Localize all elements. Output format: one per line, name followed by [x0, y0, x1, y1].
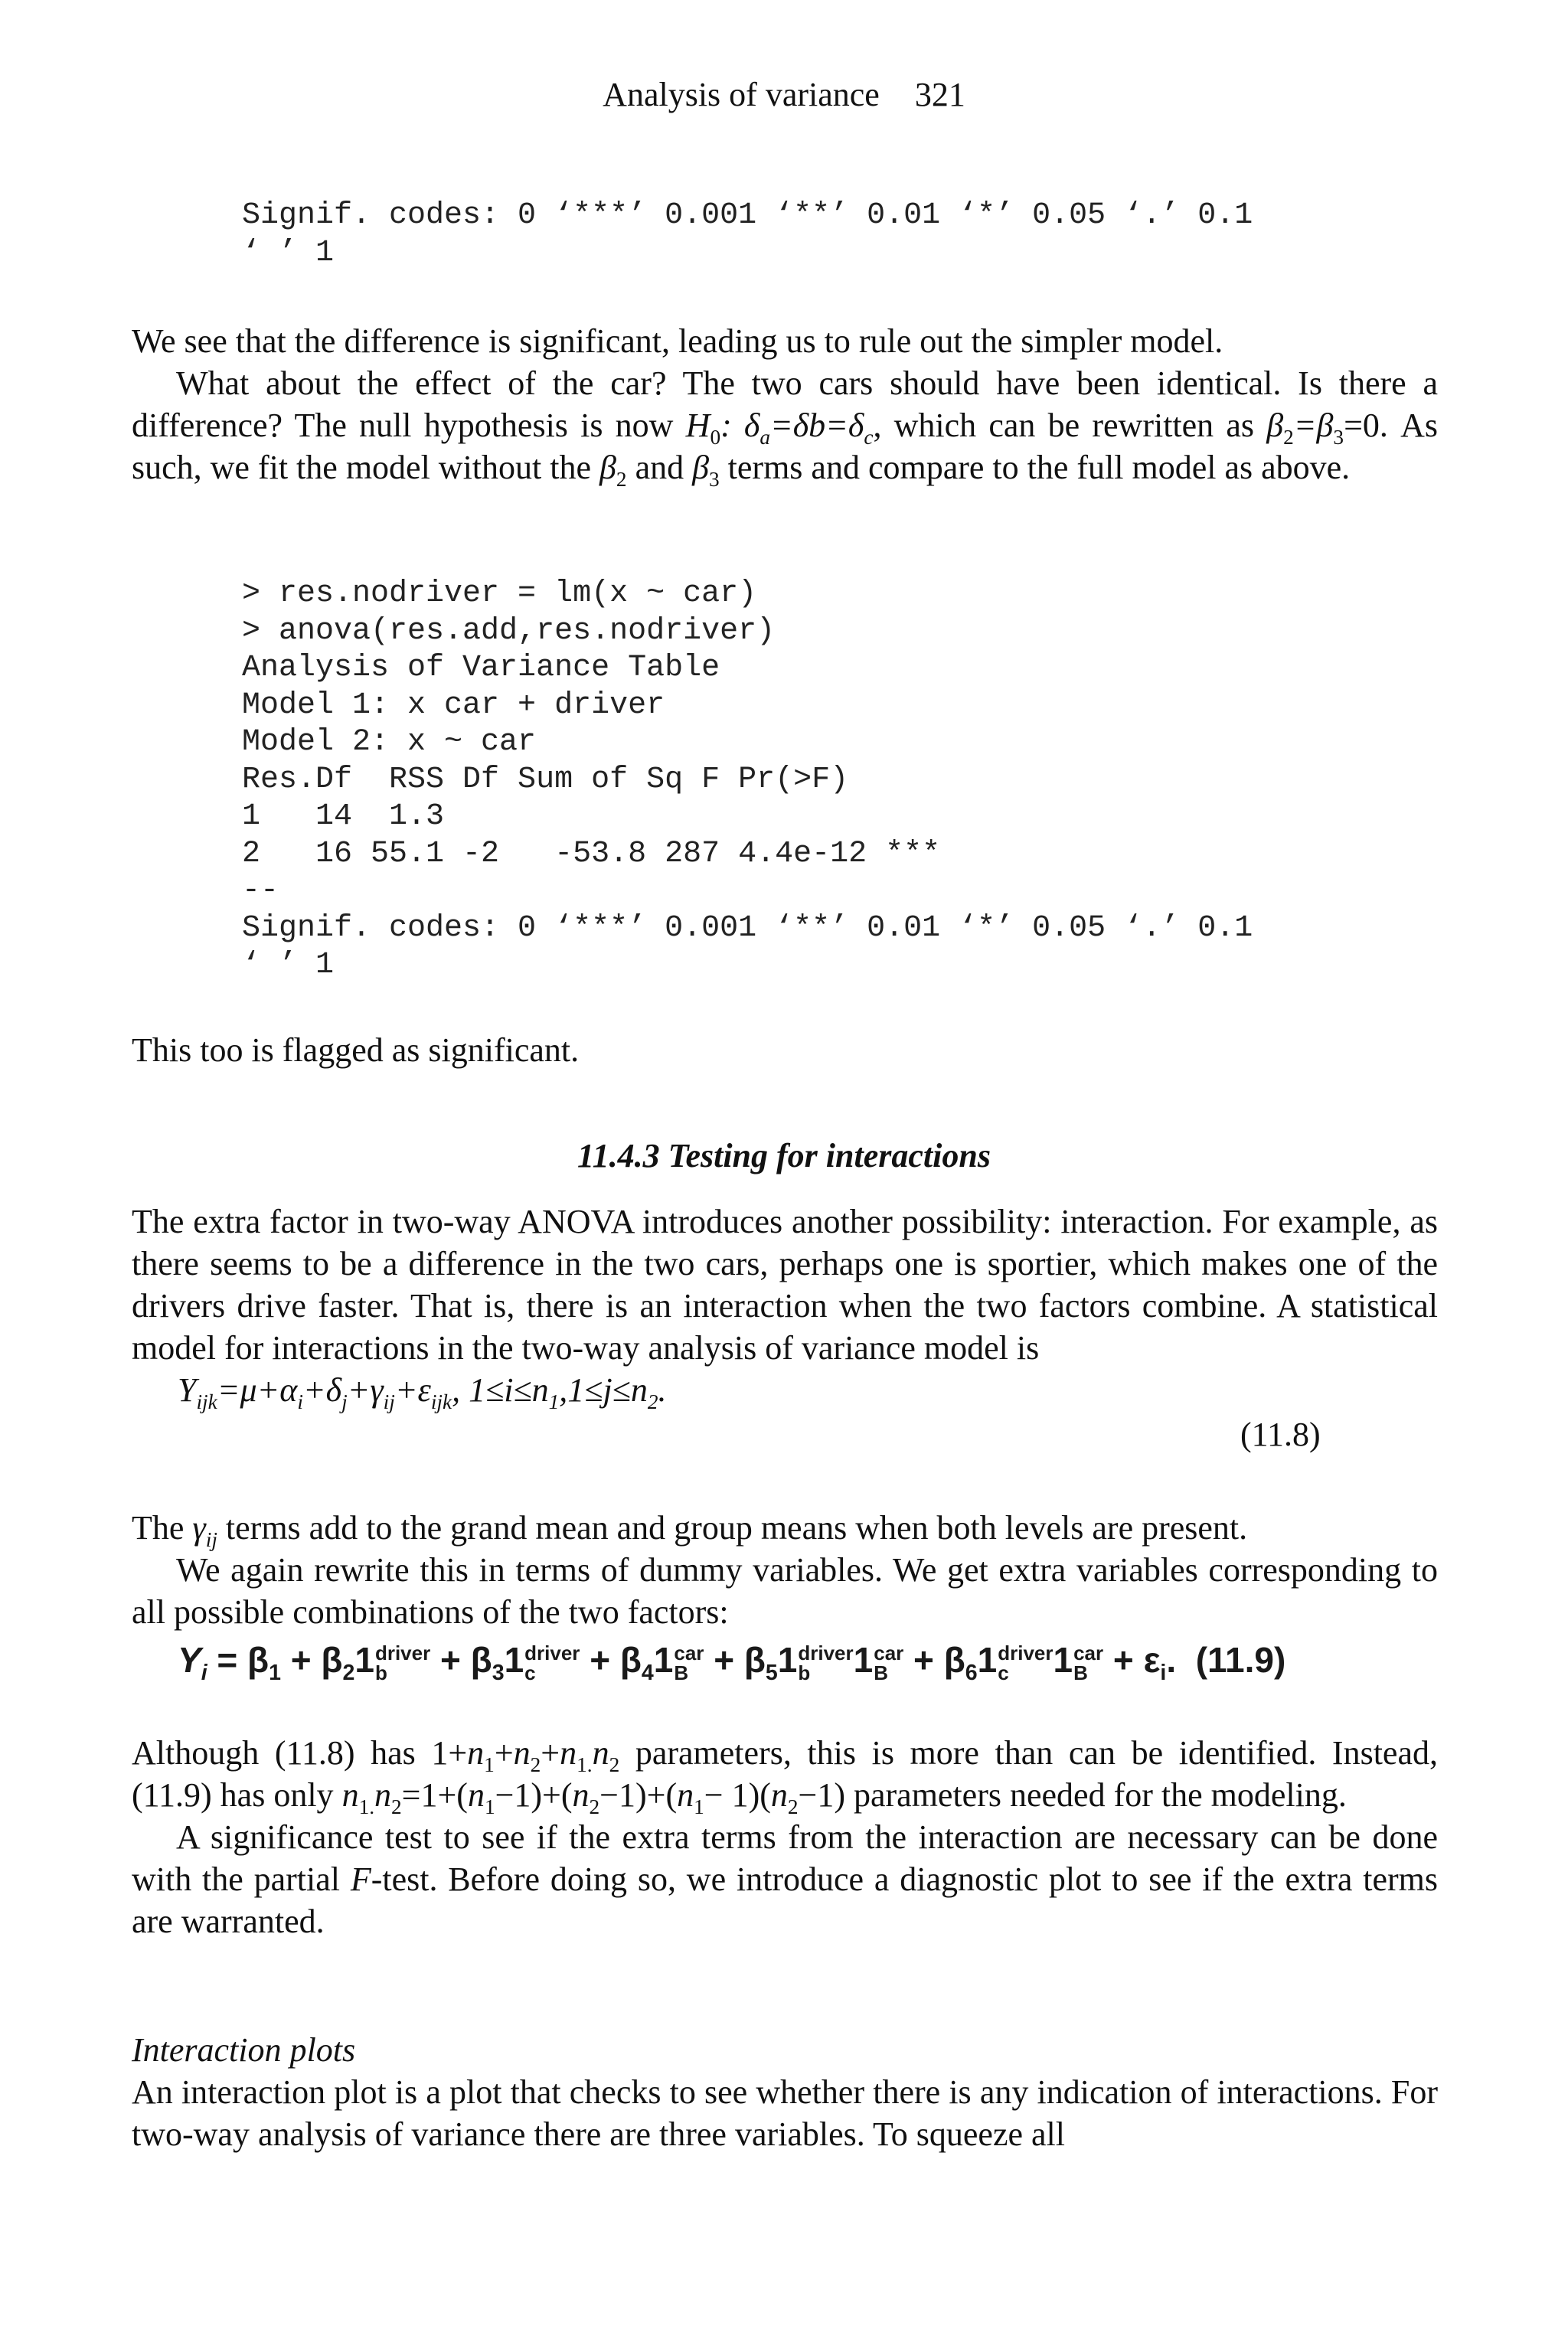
text-block-5 — [132, 1732, 1438, 1942]
code-line: Model 1: x car + driver — [242, 688, 665, 723]
code-line: ‘ ’ 1 — [242, 948, 335, 982]
subheading-interaction-plots: Interaction plots — [132, 2031, 356, 2069]
code-line: > res.nodriver = lm(x ~ car) — [242, 577, 757, 611]
running-title: Analysis of variance — [603, 76, 880, 113]
text-block-3 — [132, 1200, 1438, 1369]
code-line: Signif. codes: 0 ‘***’ 0.001 ‘**’ 0.01 ‘*’ 0.05 ‘.’ 0.1 — [242, 910, 1253, 946]
equation-11-9: $Y_i = \beta_1 + \beta_21$ driver b + $\beta_31$ driver c + $\beta_41$ car B + $\beta_51$ driver b 1 car B + $\beta_61$ driver c 1 car B + $\varepsilon_i$. (11.9) — [178, 1640, 1286, 1686]
paragraph-parameters: Although (11.8) has $1+n_1+n_2+n_{1.}n_2$ parameters, this is more than can be identified. Instead, (11.9) has only $n_{1.}n_2=1+(n_1-1)+(n_2-1)+(n_1- 1)(n_2-1)$ parameters needed for the modeling. — [132, 1734, 1438, 1818]
code-line: -- — [242, 874, 279, 908]
code-block-signif-codes — [242, 198, 1253, 272]
paragraph: We see that the difference is significant, leading us to rule out the simpler model. — [132, 322, 1223, 360]
section-heading: 11.4.3 Testing for interactions — [577, 1137, 991, 1174]
code-line: > anova(res.add,res.nodriver) — [242, 613, 776, 648]
paragraph-null-hypothesis-car: What about the effect of the car? The two cars should have been identical. Is there a difference? The null hypothesis is now $H_0$: $\delta_a=\delta b=\delta_c$, which can be rewritten as $\beta_2=\beta_3=0$. As such, we fit the model without the $\beta_2$ and $\beta_3$ terms and compare to the full model as above. — [132, 364, 1438, 491]
code-line: Res.Df RSS Df Sum of Sq F Pr(>F) — [242, 762, 849, 797]
code-line: 2 16 55.1 -2 -53.8 287 4.4e-12 *** — [242, 836, 941, 871]
text-block-2 — [132, 1029, 1438, 1071]
code-line: Model 2: x ~ car — [242, 725, 537, 760]
code-line: Analysis of Variance Table — [242, 651, 720, 685]
paragraph: This too is flagged as significant. — [132, 1031, 580, 1069]
paragraph-interaction-plot-intro: An interaction plot is a plot that checks to see whether there is any indication of interactions. For two-way analysis of variance there are three variables. To squeeze all — [132, 2073, 1438, 2153]
text-block-4 — [132, 1507, 1438, 1633]
equation-number-11-8: (11.8) — [1240, 1416, 1321, 1453]
paragraph-significance-test: A significance test to see if the extra terms from the interaction are necessary can be done with the partial F-test. Before doing so, we introduce a diagnostic plot to see if the extra terms are warranted. — [132, 1818, 1438, 1940]
paragraph-interaction-intro: The extra factor in two-way ANOVA introduces another possibility: interaction. For example, as there seems to be a difference in the two cars, perhaps one is sportier, which makes one of the drivers drive faster. That is, there is an interaction when the two factors combine. A statistical model for interactions in the two-way analysis of variance model is — [132, 1203, 1438, 1367]
code-block-anova-nodriver — [242, 576, 1253, 985]
equation-number-11-9: (11.9) — [1195, 1640, 1286, 1680]
text-block-6 — [132, 2029, 1438, 2155]
equation-11-8: $Y_{ijk}=\mu+\alpha_i+\delta_j+\gamma_{ij}+\varepsilon_{ijk}$, $1\le i\le n_1,1\le j\le n_2$. — [178, 1371, 667, 1413]
page-number: 321 — [914, 76, 965, 113]
text-block-1 — [132, 320, 1438, 491]
code-line: Signif. codes: 0 ‘***’ 0.001 ‘**’ 0.01 ‘*’ 0.05 ‘.’ 0.1 — [242, 198, 1253, 233]
code-line: ‘ ’ 1 — [242, 235, 335, 270]
page-header — [0, 74, 1568, 116]
code-line: 1 14 1.3 — [242, 799, 445, 834]
paragraph-dummy-variables: We again rewrite this in terms of dummy variables. We get extra variables corresponding to all possible combinations of the two factors: — [132, 1551, 1438, 1631]
paragraph-gamma-terms: The $\gamma_{ij}$ terms add to the grand mean and group means when both levels are present. — [132, 1509, 1248, 1551]
